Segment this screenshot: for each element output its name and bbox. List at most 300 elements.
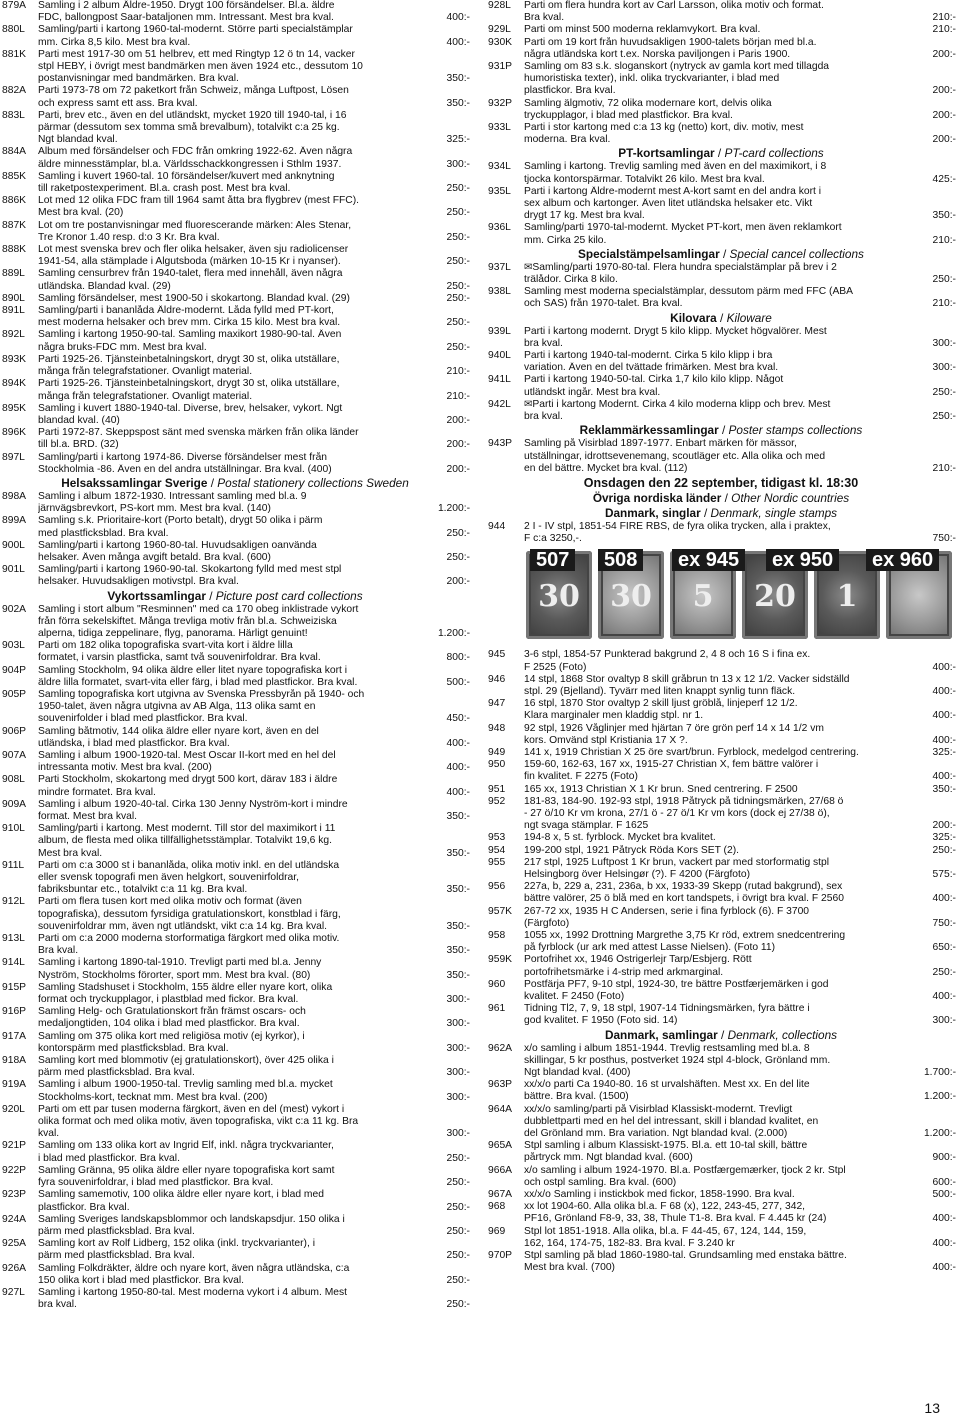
lot-line (38, 515, 470, 527)
lot-number: 895K (2, 402, 27, 414)
lot-item (486, 1140, 956, 1164)
lot-line (524, 387, 956, 399)
lot-text: Stpl samling i album Klassiskt-1975. Bl.a. ett 10-tal skill, bättre (524, 1140, 808, 1152)
lot-description (524, 906, 956, 930)
lot-description (524, 286, 956, 310)
lot-price: 350:- (446, 969, 470, 981)
lot-text: utställningar, idrottsevenemang, scoutläger etc. Alla olika och med (524, 450, 826, 462)
lot-line-text (524, 820, 930, 832)
lot-line-text (524, 24, 930, 36)
lot-description (38, 427, 470, 451)
lot-price: 1.200:- (437, 503, 470, 515)
lot-number: 885K (2, 170, 27, 182)
lot-line (524, 222, 956, 234)
lot-item (486, 1165, 956, 1189)
lot-price: 250:- (446, 527, 470, 539)
lot-line (524, 979, 956, 991)
lot-description (38, 1055, 470, 1079)
lot-line-text (524, 1177, 930, 1189)
lot-line (38, 183, 470, 195)
lot-item (486, 1043, 956, 1080)
lot-text: i blad med plastfickor. Bra kval. (38, 1152, 180, 1164)
lot-text: sex album och kartonger. Även litet utländska helsaker etc. Vikt (524, 198, 813, 210)
lot-text: Bra kval. (38, 945, 79, 957)
lot-number: 881K (2, 48, 27, 60)
lot-text: ngt svaga stämplar. F 1625 (524, 820, 649, 832)
lot-line (38, 366, 470, 378)
lot-line-text (524, 174, 930, 186)
lot-line-text (38, 576, 444, 588)
lot-price: 300:- (932, 337, 956, 349)
lot-price: 750:- (932, 533, 956, 545)
lot-description (524, 37, 956, 61)
lot-price: 600:- (932, 1176, 956, 1188)
lot-text: F 2525 (Foto) (524, 661, 587, 673)
lot-text: Stpl lot 1851-1918. Alla olika, bl.a. F 44-45, 67, 124, 144, 159, (524, 1225, 807, 1237)
lot-text: Ngt blandad kval. (400) (524, 1067, 631, 1079)
lot-line-text (38, 677, 444, 689)
lot-line-text (38, 503, 435, 515)
lot-description (38, 1189, 470, 1213)
lot-text: Mest bra kval. (20) (38, 207, 124, 219)
lot-item (486, 723, 956, 747)
lot-price: 250:- (446, 1299, 470, 1311)
lot-item (486, 37, 956, 61)
lot-line (524, 73, 956, 85)
lot-item (0, 689, 470, 726)
lot-line (38, 872, 470, 884)
lot-item (0, 244, 470, 268)
lot-line-text (38, 994, 444, 1006)
lot-description (524, 1003, 956, 1027)
lot-line (38, 110, 470, 122)
lot-number: 942L (488, 398, 511, 410)
lot-line (524, 930, 956, 942)
lot-item (486, 262, 956, 286)
stamp-photo-strip (526, 549, 946, 645)
lot-number: 905P (2, 688, 27, 700)
lot-line-text (38, 1202, 444, 1214)
lot-number: 916P (2, 1006, 27, 1018)
lot-text: xx lot 1904-60. Alla olika bl.a. F 68 (x), 122, 243-45, 277, 342, (524, 1201, 806, 1213)
lot-text: Parti i kartong modernt. Drygt 5 kilo klipp. Mycket högvalörer. Mest (524, 325, 827, 337)
lot-line-text (38, 366, 444, 378)
lot-price: 450:- (446, 713, 470, 725)
lot-description (38, 1238, 470, 1262)
lot-item (0, 799, 470, 823)
lot-line (38, 604, 470, 616)
lot-item (486, 1226, 956, 1250)
lot-text: Samling/parti i kartong 1960-80-tal. Huvudsakligen oanvända (38, 539, 317, 551)
page-number: 13 (924, 1400, 940, 1416)
lot-price: 200:- (446, 576, 470, 588)
lot-item (486, 1189, 956, 1201)
lot-price: 400:- (932, 991, 956, 1002)
lot-price: 250:- (932, 844, 956, 856)
lot-item (0, 195, 470, 219)
stamp-denomination: 30 (538, 579, 580, 615)
lot-price: 400:- (932, 734, 956, 746)
lot-text: pärmar (dessutom sex tomma små brevalbum), totalvikt c:a 25 kg. (38, 122, 340, 134)
lot-text: stpl. 29 (Bjelland). Tyvärr med liten knappt synlig tunn fläck. (524, 685, 796, 697)
section-subtitle-en: Denmark, single stamps (710, 505, 838, 520)
lot-line-text (524, 662, 930, 674)
lot-text: Samling topografiska kort utgivna av Svenska Pressbyrån på 1940- och (38, 688, 365, 700)
lot-price: 400:- (932, 710, 956, 722)
lot-line (38, 1189, 470, 1201)
lot-description (524, 784, 956, 796)
lot-line (38, 1299, 470, 1311)
lot-number: 931P (488, 61, 513, 73)
lot-line (38, 1153, 470, 1165)
lot-line (524, 881, 956, 893)
lot-number: 925A (2, 1238, 27, 1250)
lot-line (524, 832, 956, 844)
lot-price: 400:- (446, 12, 470, 24)
lot-text: 1055 xx, 1992 Drottning Margrethe 3,75 Kr röd, extrem snedcentrering (524, 929, 846, 941)
lot-text: eller svensk topografi men även helgkort, souvenirfoldrar, (38, 872, 299, 884)
lot-price: 425:- (932, 173, 956, 185)
lot-description (524, 979, 956, 1003)
lot-item (0, 427, 470, 451)
lot-text: Samling älgmotiv, 72 olika modernare kort, delvis olika (524, 97, 772, 109)
lot-text: på fyrblock (ur ark med attest Lasse Nielsen). (Foto 11) (524, 942, 776, 954)
lot-item (0, 1055, 470, 1079)
lot-line-text (38, 256, 444, 268)
lot-text: Parti Stockholm, skokartong med drygt 500 kort, därav 183 i äldre (38, 774, 338, 786)
lot-line (524, 374, 956, 386)
lot-description (524, 1226, 956, 1250)
lot-text: en del bättre. Mycket bra kval. (112) (524, 462, 688, 474)
lot-price: 250:- (446, 551, 470, 563)
lot-line (524, 198, 956, 210)
lot-line (38, 1116, 470, 1128)
lot-line (38, 403, 470, 415)
lot-line (524, 1201, 956, 1213)
section-title: Vykortssamlingar (107, 588, 206, 603)
section-heading (486, 247, 956, 262)
lot-number: 888K (2, 244, 27, 256)
lot-line (524, 771, 956, 783)
lot-text: variation. Även en del tvättade frimärken. Mest bra kval. (524, 362, 779, 374)
lot-item (486, 759, 956, 783)
lot-text: 227a, b, 229 a, 231, 236a, b xx, 1933-39 Skepp (rutad bakgrund), sex (524, 881, 843, 893)
lot-description (38, 1214, 470, 1238)
lot-line (524, 1003, 956, 1015)
lot-line (38, 909, 470, 921)
lot-text: god kvalitet. F 1950 (Foto sid. 14) (524, 1015, 678, 1027)
lot-price: 1.700:- (923, 1067, 956, 1079)
lot-line-text (38, 73, 444, 85)
lot-line-text (524, 274, 930, 286)
lot-line (524, 110, 956, 122)
lot-number: 947 (488, 698, 506, 710)
lot-line (38, 1043, 470, 1055)
lot-item (0, 452, 470, 476)
lot-line (38, 1031, 470, 1043)
lot-text: Samling/parti 1970-tal-modernt. Mycket PT-kort, men även reklamkort (524, 222, 842, 234)
lot-price: 350:- (446, 884, 470, 896)
lot-text: 1950-talet, även några utgivna av AB Alga, 113 olika samt en (38, 701, 316, 713)
lot-text: helsaker. Huvudsakligen motivstpl. Bra kval. (38, 576, 239, 588)
lot-text: Samling Gränna, 95 olika äldre eller nyare topografiska kort samt (38, 1164, 335, 1176)
lot-text: Samling kort med blommotiv (ej gratulationskort), över 425 olika i (38, 1055, 334, 1067)
lot-price: 250:- (446, 1177, 470, 1189)
lot-line (38, 677, 470, 689)
lot-price: 250:- (446, 183, 470, 195)
lot-text: Parti i kartong 1940-tal-modernt. Cirka 5 kilo klipp i bra (524, 350, 773, 362)
lot-line (38, 640, 470, 652)
lot-line (524, 857, 956, 869)
lot-text: Samling/parti i bananlåda Äldre-modernt. Låda fylld med PT-kort, (38, 305, 334, 317)
lot-line-text (38, 342, 444, 354)
lot-text: 199-200 stpl, 1921 Påtryck Röda Kors SET (2). (524, 844, 740, 856)
lot-description (38, 933, 470, 957)
lot-text: fyra souvenirfoldrar, i blad med plastfickor. Bra kval. (38, 1177, 274, 1189)
lot-text: äldre minnesstämplar, bl.a. Världsschackkongressen i Sthlm 1937. (38, 158, 342, 170)
lot-item (0, 378, 470, 402)
section-separator: / (716, 310, 727, 325)
lot-line-text (524, 735, 930, 747)
lot-line (38, 689, 470, 701)
lot-item (0, 982, 470, 1006)
photo-lot-label: ex 950 (766, 549, 839, 571)
lot-text: Samling i album 1920-40-tal. Cirka 130 Jenny Nyström-kort i mindre (38, 798, 348, 810)
lot-text: plastfickor. Bra kval. (38, 1201, 130, 1213)
lot-line (524, 1116, 956, 1128)
section-separator: / (205, 588, 216, 603)
lot-text: bra kval. (38, 1299, 77, 1311)
lot-item (0, 49, 470, 86)
lot-text: Lot med 12 olika FDC fram till 1964 samt åtta bra flygbrev (mest FFC). (38, 195, 360, 207)
lot-line-text (524, 134, 930, 146)
lot-line (524, 991, 956, 1003)
section-subtitle-en: Kiloware (726, 310, 772, 325)
lot-item (486, 796, 956, 833)
lot-number: 966A (488, 1164, 513, 1176)
section-separator: / (714, 146, 725, 161)
lot-text: Samling i album 1872-1930. Intressant samling med bl.a. 9 (38, 490, 307, 502)
lot-description (38, 305, 470, 329)
lot-text: 2 I - IV stpl, 1851-54 FIRE RBS, de fyra olika trycken, alla i praktex, (524, 520, 831, 532)
lot-item (0, 329, 470, 353)
lot-item (486, 0, 956, 24)
lot-line (38, 98, 470, 110)
lot-description (524, 1140, 956, 1164)
lot-line (38, 73, 470, 85)
lot-text: Parti 1973-78 om 72 paketkort från Schweiz, många Luftpost, Lösen (38, 85, 349, 97)
section-title: Kilovara (670, 310, 717, 325)
lot-number: 896K (2, 427, 27, 439)
lot-description (38, 403, 470, 427)
lot-text: trälådor. Cirka 8 kilo. (524, 274, 618, 286)
lot-price: 200:- (446, 439, 470, 451)
lot-item (0, 305, 470, 329)
lot-number: 911L (2, 859, 25, 871)
lot-description (38, 171, 470, 195)
lot-text: Postfärja PF7, 9-10 stpl, 1924-30, tre bättre Postfærjemärken i god (524, 978, 829, 990)
lot-text: (Färgfoto) (524, 917, 570, 929)
lot-line (524, 1262, 956, 1274)
lot-text: 1941-54, alla stämplade i Algutsboda (märken 10-15 Kr i nyanser). (38, 256, 341, 268)
lot-description (524, 0, 956, 24)
lot-line (524, 286, 956, 298)
lot-line-text (38, 98, 444, 110)
lot-line (38, 1275, 470, 1287)
lot-number: 907A (2, 749, 27, 761)
lot-item (486, 845, 956, 857)
lot-description (38, 1006, 470, 1030)
lot-price: 500:- (446, 676, 470, 688)
lot-line-text (524, 210, 930, 222)
lot-price: 400:- (932, 1237, 956, 1249)
lot-line (38, 528, 470, 540)
lot-line-text (38, 528, 444, 540)
lot-line (38, 884, 470, 896)
lot-text: och express samt ett ass. Bra kval. (38, 97, 198, 109)
lot-item (0, 726, 470, 750)
section-title: Specialstämpelsamlingar (578, 246, 720, 261)
lot-text: Samling i stort album "Resminnen" med ca 170 obeg inklistrade vykort (38, 603, 359, 615)
lot-line-text (524, 1238, 930, 1250)
lot-text: Samling censurbrev från 1940-talet, flera med innehåll, även några (38, 268, 343, 280)
lot-line (524, 662, 956, 674)
lot-text: Samling Helg- och Gratulationskort från främst oscars- och (38, 1006, 306, 1018)
lot-line (524, 808, 956, 820)
lot-text: kors. Omvänd stpl Kristiania 17 X ?. (524, 734, 688, 746)
lot-number: 938L (488, 286, 511, 298)
lot-number: 944 (488, 520, 506, 532)
lot-description (38, 293, 470, 305)
lot-line-text (524, 235, 930, 247)
lot-text: mindre formatet. Bra kval. (38, 786, 156, 798)
lot-number: 921P (2, 1140, 27, 1152)
lot-price: 200:- (932, 48, 956, 60)
lot-text: pärm med plastficksblad. Bra kval. (38, 1067, 195, 1079)
lot-line (524, 399, 956, 411)
lot-text: bättre. Bra kval. (1500) (524, 1091, 629, 1103)
lot-line (524, 174, 956, 186)
lot-line-text (524, 110, 930, 122)
lot-price: 200:- (932, 134, 956, 146)
lot-number: 913L (2, 933, 25, 945)
lot-line (524, 1104, 956, 1116)
lot-text: PF16, Grönland F8-9, 33, 38, Thule T1-8. Bra kval. F 4.445 kr (24) (524, 1213, 827, 1225)
lot-number: 949 (488, 746, 506, 758)
lot-description (524, 954, 956, 978)
lot-price: 325:- (932, 832, 956, 844)
lot-text: Samling i album 1900-1920-tal. Mest Oscar II-kort med en hel del (38, 749, 336, 761)
section-title: Danmark, singlar (604, 505, 701, 520)
lot-line-text (524, 387, 930, 399)
lot-line (524, 1128, 956, 1140)
lot-description (524, 1165, 956, 1189)
lot-line-text (38, 1128, 444, 1140)
lot-item (486, 784, 956, 796)
lot-line (524, 1250, 956, 1262)
lot-number: 928L (488, 0, 511, 11)
lot-line-text (38, 281, 444, 293)
lot-number: 953 (488, 832, 506, 844)
lot-text: och ostpl samling. Bra kval. (600) (524, 1176, 677, 1188)
lot-price: 210:- (932, 24, 956, 36)
lot-text: formatet, i varsin plastficka, samt två souvenirfoldrar. Bra kval. (38, 652, 321, 664)
lot-text: skillingar, 5 kr posthus, postverket 1924 stpl 4-block, Grönland mm. (524, 1054, 831, 1066)
lot-number: 914L (2, 957, 25, 969)
lot-text: Samling i kartong 1950-90-tal. Samling maxikort 1980-90-tal. Även (38, 329, 342, 341)
lot-text: 141 x, 1919 Christian X 25 öre svart/brun. Fyrblock, medelgod centrering. (524, 746, 859, 758)
lot-description (38, 220, 470, 244)
lot-text: mest moderna helsaker och brev mm. Cirka 15 kilo. Mest bra kval. (38, 317, 341, 329)
lot-text: souvenirfolder i blad med plastfickor. Bra kval. (38, 713, 248, 725)
lot-line (524, 186, 956, 198)
lot-description (38, 896, 470, 933)
lot-text: Helsingborg över Helsingør (?). F 4200 (Färgfoto) (524, 868, 751, 880)
lot-description (38, 354, 470, 378)
stamp-denomination: 5 (692, 579, 714, 615)
lot-price: 250:- (446, 207, 470, 219)
lot-text: Samling/parti i kartong. Mest modernt. Till stor del maximikort i 11 (38, 823, 336, 835)
lot-text: Samling/parti i kartong 1960-90-tal. Skokartong fylld med mest stpl (38, 564, 342, 576)
lot-item (0, 1140, 470, 1164)
lot-item (486, 122, 956, 146)
lot-line (38, 207, 470, 219)
lot-description (524, 161, 956, 185)
lot-number: 889L (2, 268, 25, 280)
lot-line-text (524, 832, 930, 844)
lot-text: FDC, ballongpost Saar-bataljonen mm. Intressant. Mest bra kval. (38, 12, 334, 24)
lot-line (524, 735, 956, 747)
lot-description (524, 521, 956, 545)
lot-number: 927L (2, 1286, 25, 1298)
lot-text: humoristiska texter), inkl. olika tryckvarianter, i blad med (524, 73, 780, 85)
section-heading (486, 423, 956, 438)
lot-line (38, 848, 470, 860)
lot-item (0, 515, 470, 539)
lot-price: 300:- (446, 1091, 470, 1103)
section-separator: / (721, 490, 732, 505)
lot-line-text (38, 1177, 444, 1189)
lot-line (38, 329, 470, 341)
lot-item (0, 293, 470, 305)
lot-item (0, 403, 470, 427)
lot-line-text (38, 652, 444, 664)
lot-description (38, 957, 470, 981)
lot-price: 300:- (932, 362, 956, 374)
lot-price: 200:- (932, 109, 956, 121)
lot-line (38, 464, 470, 476)
lot-line-text (524, 1262, 930, 1274)
lot-text: Stpl samling på blad 1860-1980-tal. Grundsamling med enstaka bättre. (524, 1250, 847, 1262)
lot-item (0, 110, 470, 147)
lot-description (38, 515, 470, 539)
lot-description (38, 564, 470, 588)
lot-description (38, 1287, 470, 1311)
lot-item (0, 1238, 470, 1262)
lot-item (0, 24, 470, 48)
lot-description (38, 268, 470, 292)
section-subtitle-en: Other Nordic countries (731, 490, 850, 505)
lot-price: 210:- (446, 390, 470, 402)
lot-text: F c:a 3250,-. (524, 533, 582, 545)
lot-description (38, 750, 470, 774)
lot-line (38, 0, 470, 12)
lot-line (38, 665, 470, 677)
lot-line-text (38, 1043, 444, 1055)
lot-line (38, 1092, 470, 1104)
lot-text: 165 xx, 1913 Christian X 1 Kr brun. Sned centrering. F 2500 (524, 783, 798, 795)
lot-price: 300:- (446, 1067, 470, 1079)
